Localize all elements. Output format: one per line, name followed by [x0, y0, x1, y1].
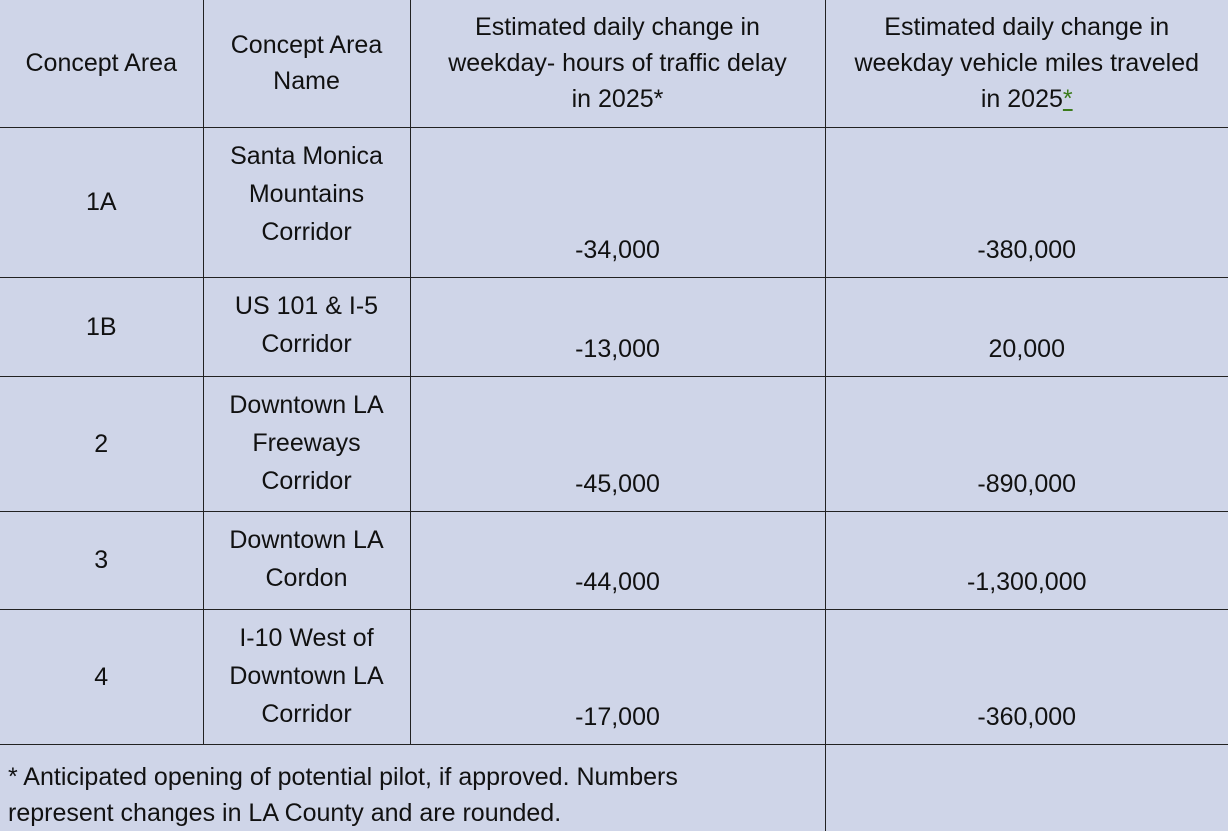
header-traffic-delay — [410, 0, 825, 127]
name-line: Cordon — [265, 563, 348, 592]
name-line: US 101 & I-5 — [234, 291, 379, 320]
header-line: Concept Area — [230, 31, 383, 60]
header-vehicle-miles — [825, 0, 1228, 127]
traffic-delay-cell: -44,000 — [410, 511, 825, 609]
traffic-delay-cell: -34,000 — [410, 127, 825, 277]
header-line: Name — [273, 67, 340, 96]
table-row — [0, 609, 1228, 744]
name-line: Corridor — [261, 217, 352, 246]
name-line: Santa Monica — [230, 141, 383, 170]
concept-area-cell: 3 — [0, 511, 203, 609]
concept-area-name-cell — [203, 127, 410, 277]
header-line: weekday vehicle miles traveled — [854, 49, 1200, 78]
concept-area-name-cell — [203, 609, 410, 744]
name-line: Freeways — [252, 428, 361, 457]
name-line: I-10 West of — [239, 623, 374, 652]
header-line — [826, 81, 1228, 117]
concept-area-name-cell — [203, 376, 410, 511]
header-concept-area: Concept Area — [0, 0, 203, 127]
header-line: in 2025* — [571, 85, 664, 114]
name-line: Corridor — [261, 466, 352, 495]
footnote-row — [0, 744, 1228, 831]
footnote-line: represent changes in LA County and are rounded. — [8, 798, 562, 827]
concept-area-cell: 2 — [0, 376, 203, 511]
name-line: Mountains — [248, 179, 365, 208]
table-row — [0, 511, 1228, 609]
header-line: Estimated daily change in — [475, 13, 760, 42]
vehicle-miles-cell: -1,300,000 — [825, 511, 1228, 609]
footnote — [0, 744, 825, 831]
concept-area-cell: 4 — [0, 609, 203, 744]
vehicle-miles-cell: -380,000 — [825, 127, 1228, 277]
traffic-delay-cell: -45,000 — [410, 376, 825, 511]
name-line: Corridor — [261, 699, 352, 728]
vehicle-miles-cell: -360,000 — [825, 609, 1228, 744]
footnote-line: * Anticipated opening of potential pilot, if approved. Numbers — [8, 762, 678, 791]
name-line: Downtown LA — [229, 390, 384, 419]
empty-cell — [825, 744, 1228, 831]
header-line-text: in 2025 — [980, 85, 1063, 114]
header-concept-area-name — [203, 0, 410, 127]
traffic-delay-cell: -17,000 — [410, 609, 825, 744]
concept-area-name-cell — [203, 511, 410, 609]
vehicle-miles-cell: 20,000 — [825, 277, 1228, 376]
header-line: Estimated daily change in — [884, 13, 1170, 42]
traffic-delay-cell: -13,000 — [410, 277, 825, 376]
name-line: Downtown LA — [229, 525, 384, 554]
table-row — [0, 376, 1228, 511]
table-row — [0, 277, 1228, 376]
concept-area-name-cell — [203, 277, 410, 376]
header-row — [0, 0, 1228, 127]
name-line: Downtown LA — [229, 661, 384, 690]
name-line: Corridor — [261, 329, 352, 358]
vehicle-miles-cell: -890,000 — [825, 376, 1228, 511]
concept-area-cell: 1B — [0, 277, 203, 376]
footnote-link[interactable]: * — [1062, 85, 1073, 114]
concept-area-cell: 1A — [0, 127, 203, 277]
header-line: weekday- hours of traffic delay — [448, 49, 787, 78]
table-row — [0, 127, 1228, 277]
